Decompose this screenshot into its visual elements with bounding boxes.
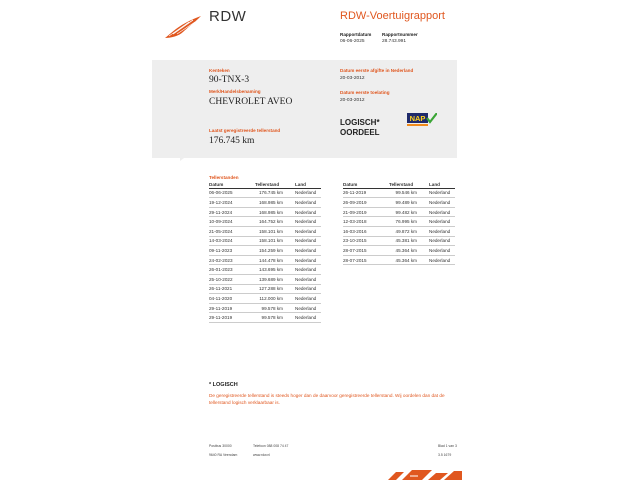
odometer-row	[209, 198, 321, 208]
odometer-country: Nederland	[295, 255, 321, 265]
odometer-country: Nederland	[295, 284, 321, 294]
odometer-date: 21-09-2019	[343, 207, 389, 217]
odometer-date: 28-07-2015	[343, 246, 389, 256]
odometer-reading: 99.578 km	[255, 303, 295, 313]
last-odometer-label: Laatst geregistreerde tellerstand	[209, 128, 281, 133]
odometer-row	[209, 246, 321, 256]
odometer-row	[209, 265, 321, 275]
odometer-date: 26-11-2021	[209, 284, 255, 294]
first-nl-value: 20-03-2012	[340, 76, 365, 81]
verdict	[340, 118, 380, 138]
vehicle-summary-panel	[152, 60, 457, 158]
address-line-1: Postbus 30000	[209, 444, 232, 448]
plate-label: Kenteken	[209, 68, 230, 73]
report-number: 28.743.991	[382, 39, 407, 44]
odometer-table-left	[209, 181, 321, 323]
verdict-line-2: OORDEEL	[340, 128, 380, 137]
odometer-reading: 168.985 km	[255, 198, 295, 208]
odometer-date: 04-11-2020	[209, 294, 255, 304]
odometer-reading: 164.752 km	[255, 217, 295, 227]
odometer-reading: 143.695 km	[255, 265, 295, 275]
odometer-row	[343, 255, 455, 265]
odometer-country: Nederland	[429, 207, 455, 217]
report-date: 06-06-2025	[340, 39, 365, 44]
odometer-country: Nederland	[429, 246, 455, 256]
odometer-row	[343, 217, 455, 227]
make-label: Merk/Handelsbenaming	[209, 89, 261, 94]
odometer-reading: 127.288 km	[255, 284, 295, 294]
odometer-section-title: Tellerstanden	[209, 175, 239, 180]
odometer-row	[209, 284, 321, 294]
odometer-country: Nederland	[295, 265, 321, 275]
first-admission-label: Datum eerste toelating	[340, 90, 390, 95]
odometer-date: 26-11-2019	[343, 188, 389, 198]
odometer-country: Nederland	[295, 303, 321, 313]
odometer-reading: 144.478 km	[255, 255, 295, 265]
col-country: Land	[429, 181, 455, 188]
odometer-reading: 99.578 km	[255, 313, 295, 323]
odometer-reading: 176.745 km	[255, 188, 295, 198]
report-date-label: Rapportdatum	[340, 32, 372, 37]
odometer-date: 29-11-2019	[209, 303, 255, 313]
brand-name: RDW	[209, 8, 247, 25]
make-value: CHEVROLET AVEO	[209, 97, 293, 107]
odometer-row	[343, 198, 455, 208]
odometer-country: Nederland	[295, 226, 321, 236]
odometer-date: 29-11-2024	[209, 207, 255, 217]
odometer-date: 19-12-2024	[209, 198, 255, 208]
report-title: RDW-Voertuigrapport	[340, 10, 445, 22]
odometer-row	[209, 217, 321, 227]
col-reading: Tellerstand	[255, 181, 295, 188]
footnote-text: De geregistreerde tellerstand is steeds hoger dan de daarvoor geregistreerde tellerstand. Wij oordelen dan dat de tellerstand logisch verklaarbaar is.	[209, 393, 445, 405]
odometer-reading: 45.381 km	[389, 236, 429, 246]
odometer-date: 14-03-2024	[209, 236, 255, 246]
footer-decoration-icon	[388, 468, 462, 480]
odometer-date: 26-01-2023	[209, 265, 255, 275]
odometer-row	[209, 226, 321, 236]
odometer-reading: 168.985 km	[255, 207, 295, 217]
odometer-date: 09-11-2023	[209, 246, 255, 256]
col-date: Datum	[209, 181, 255, 188]
odometer-country: Nederland	[295, 207, 321, 217]
document-code: 3.5 1679	[438, 453, 452, 457]
odometer-reading: 154.259 km	[255, 246, 295, 256]
odometer-date: 26-09-2019	[343, 198, 389, 208]
col-reading: Tellerstand	[389, 181, 429, 188]
panel-tab-decoration	[180, 155, 188, 161]
odometer-row	[343, 246, 455, 256]
odometer-date: 29-11-2019	[209, 313, 255, 323]
odometer-date: 16-03-2016	[343, 226, 389, 236]
footnote-title: * LOGISCH	[209, 382, 238, 388]
nap-logo-text: NAP	[409, 113, 426, 123]
odometer-country: Nederland	[295, 188, 321, 198]
odometer-country: Nederland	[295, 246, 321, 256]
contact-phone: Telefoon 088 008 74 47	[253, 444, 289, 448]
odometer-reading: 158.101 km	[255, 226, 295, 236]
odometer-row	[343, 188, 455, 198]
plate-value: 90-TNX-3	[209, 75, 250, 85]
odometer-country: Nederland	[429, 188, 455, 198]
odometer-reading: 45.364 km	[389, 255, 429, 265]
odometer-reading: 99.482 km	[389, 207, 429, 217]
first-admission-value: 20-03-2012	[340, 98, 365, 103]
odometer-country: Nederland	[295, 313, 321, 323]
odometer-reading: 99.546 km	[389, 188, 429, 198]
col-country: Land	[295, 181, 321, 188]
odometer-country: Nederland	[429, 217, 455, 227]
odometer-row	[209, 255, 321, 265]
odometer-country: Nederland	[429, 255, 455, 265]
odometer-reading: 99.489 km	[389, 198, 429, 208]
first-nl-label: Datum eerste afgifte in Nederland	[340, 68, 414, 73]
odometer-country: Nederland	[295, 217, 321, 227]
odometer-row	[209, 236, 321, 246]
odometer-country: Nederland	[429, 198, 455, 208]
odometer-row	[209, 274, 321, 284]
odometer-date: 06-06-2025	[209, 188, 255, 198]
odometer-date: 10-09-2024	[209, 217, 255, 227]
odometer-reading: 158.101 km	[255, 236, 295, 246]
odometer-row	[209, 207, 321, 217]
odometer-country: Nederland	[429, 236, 455, 246]
odometer-row	[209, 303, 321, 313]
odometer-country: Nederland	[295, 274, 321, 284]
odometer-reading: 139.689 km	[255, 274, 295, 284]
odometer-country: Nederland	[295, 294, 321, 304]
odometer-table-right	[343, 181, 455, 265]
rdw-logo-icon	[163, 14, 203, 40]
last-odometer-value: 176.745 km	[209, 136, 255, 146]
footer-address	[209, 442, 237, 460]
odometer-row	[343, 236, 455, 246]
odometer-row	[209, 313, 321, 323]
odometer-date: 21-05-2024	[209, 226, 255, 236]
odometer-date: 12-03-2018	[343, 217, 389, 227]
footer-contact	[253, 442, 288, 460]
odometer-reading: 76.995 km	[389, 217, 429, 227]
odometer-reading: 45.364 km	[389, 246, 429, 256]
odometer-reading: 49.872 km	[389, 226, 429, 236]
odometer-row	[343, 207, 455, 217]
col-date: Datum	[343, 181, 389, 188]
odometer-date: 25-10-2022	[209, 274, 255, 284]
page-number: Blad 1 van 3	[438, 444, 457, 448]
contact-website: www.rdw.nl	[253, 453, 270, 457]
odometer-reading: 112.000 km	[255, 294, 295, 304]
odometer-date: 24-02-2023	[209, 255, 255, 265]
odometer-row	[343, 226, 455, 236]
address-line-2: 9640 RA Veendam	[209, 453, 238, 457]
odometer-row	[209, 188, 321, 198]
report-number-label: Rapportnummer	[382, 32, 418, 37]
nap-logo-icon	[407, 113, 437, 126]
odometer-country: Nederland	[295, 198, 321, 208]
odometer-country: Nederland	[295, 236, 321, 246]
odometer-date: 28-07-2015	[343, 255, 389, 265]
verdict-line-1: LOGISCH*	[340, 118, 380, 127]
odometer-country: Nederland	[429, 226, 455, 236]
odometer-date: 23-10-2015	[343, 236, 389, 246]
odometer-row	[209, 294, 321, 304]
footer-page-info	[438, 442, 457, 460]
